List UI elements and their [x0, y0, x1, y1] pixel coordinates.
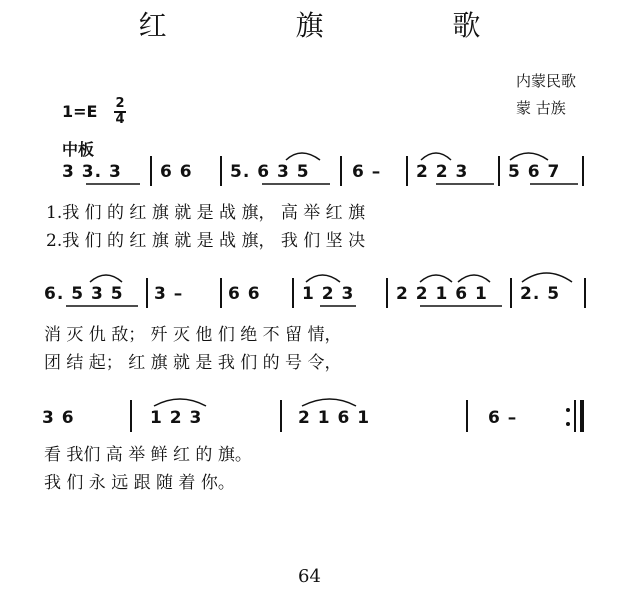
key-signature: 1=E — [62, 102, 98, 121]
lyrics-verse-1: 看 我们 高 举 鲜 红 的 旗。 — [44, 445, 252, 465]
lyrics-verse-2: 2.我 们 的 红 旗 就 是 战 旗， 我 们 坚 决 — [46, 231, 366, 251]
slur — [522, 273, 572, 282]
page-number: 64 — [298, 566, 321, 587]
lyrics-verse-2: 团 结 起； 红 旗 就 是 我 们 的 号 令， — [44, 353, 342, 373]
slur — [421, 153, 451, 160]
slur — [154, 399, 206, 406]
slur — [286, 153, 320, 160]
slur — [90, 275, 122, 282]
song-title: 红 旗 歌 — [138, 9, 541, 42]
measure: 3 3. 3 — [62, 162, 122, 182]
song-origin: 内蒙民歌 — [516, 72, 577, 90]
measure: 1 2 3 — [150, 408, 203, 428]
measure: 5 6 7 — [508, 162, 561, 182]
slur — [458, 275, 490, 282]
measure: 6 – — [488, 408, 518, 428]
time-signature-top: 2 — [115, 96, 125, 111]
measure: 2. 5 — [520, 284, 561, 304]
measure: 6 – — [352, 162, 382, 182]
measure: 6. 5 3 5 — [44, 284, 124, 304]
measure: 2 1 6 1 — [298, 408, 371, 428]
measure: 3 6 — [42, 408, 75, 428]
measure: 6 6 — [228, 284, 261, 304]
lyrics-verse-2: 我 们 永 远 跟 随 着 你。 — [44, 473, 235, 493]
lyrics-verse-1: 消 灭 仇 敌； 歼 灭 他 们 绝 不 留 情， — [44, 325, 342, 345]
repeat-dot — [566, 408, 570, 412]
measure: 1 2 3 — [302, 284, 355, 304]
song-ethnicity: 蒙 古族 — [516, 99, 566, 117]
measure: 2 2 3 — [416, 162, 469, 182]
slur — [510, 153, 548, 160]
measure: 6 6 — [160, 162, 193, 182]
lyrics-verse-1: 1.我 们 的 红 旗 就 是 战 旗， 高 举 红 旗 — [46, 203, 366, 223]
repeat-dot — [566, 422, 570, 426]
time-signature-bottom: 4 — [115, 112, 125, 127]
measure: 3 – — [154, 284, 184, 304]
slur — [420, 275, 452, 282]
slur — [306, 275, 340, 282]
measure: 5. 6 3 5 — [230, 162, 310, 182]
measure: 2 2 1 6 1 — [396, 284, 488, 304]
tempo-marking: 中板 — [62, 140, 95, 159]
slur — [302, 399, 356, 406]
